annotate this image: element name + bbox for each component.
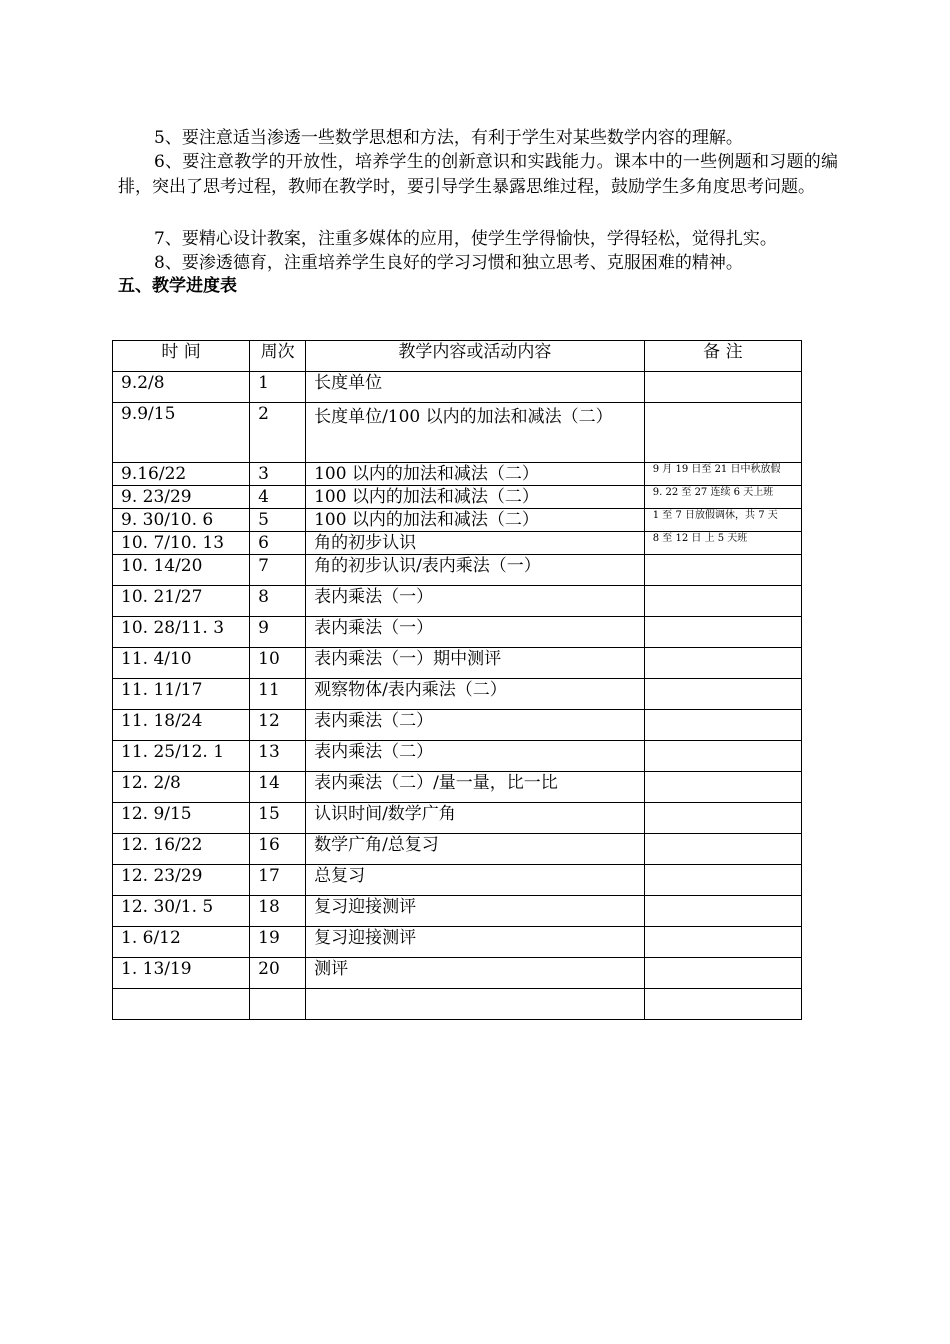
table-row (113, 834, 802, 865)
section-heading: 五、教学进度表 (118, 276, 237, 296)
cell-week (250, 989, 306, 1020)
cell-note (644, 834, 801, 865)
header-time: 时 间 (113, 341, 250, 372)
cell-content: 总复习 (306, 865, 645, 896)
cell-week: 4 (250, 486, 306, 509)
cell-content: 100 以内的加法和减法（二） (306, 486, 645, 509)
table-row (113, 927, 802, 958)
cell-week: 19 (250, 927, 306, 958)
cell-note (644, 555, 801, 586)
cell-time: 12. 30/1. 5 (113, 896, 250, 927)
teaching-schedule-table (112, 340, 802, 1020)
cell-week: 6 (250, 532, 306, 555)
cell-note (644, 803, 801, 834)
cell-week: 1 (250, 372, 306, 403)
table-row (113, 372, 802, 403)
cell-week: 18 (250, 896, 306, 927)
paragraph-7: 7、要精心设计教案，注重多媒体的应用，使学生学得愉快，学得轻松，觉得扎实。 (154, 229, 777, 249)
cell-note (644, 865, 801, 896)
cell-time: 1. 6/12 (113, 927, 250, 958)
cell-content: 观察物体/表内乘法（二） (306, 679, 645, 710)
cell-content: 数学广角/总复习 (306, 834, 645, 865)
cell-note (644, 617, 801, 648)
table-row (113, 958, 802, 989)
cell-time: 12. 23/29 (113, 865, 250, 896)
cell-week: 14 (250, 772, 306, 803)
cell-note: 9. 22 至 27 连续 6 天上班 (644, 486, 801, 509)
cell-note (644, 372, 801, 403)
cell-time: 10. 28/11. 3 (113, 617, 250, 648)
cell-note (644, 989, 801, 1020)
table-row (113, 586, 802, 617)
cell-time: 10. 7/10. 13 (113, 532, 250, 555)
header-week: 周次 (250, 341, 306, 372)
cell-week: 2 (250, 403, 306, 463)
cell-note (644, 710, 801, 741)
cell-time: 9. 23/29 (113, 486, 250, 509)
cell-note: 9 月 19 日至 21 日中秋放假 (644, 463, 801, 486)
header-content: 教学内容或活动内容 (306, 341, 645, 372)
cell-time: 12. 2/8 (113, 772, 250, 803)
table-row (113, 679, 802, 710)
cell-time: 11. 25/12. 1 (113, 741, 250, 772)
cell-content: 表内乘法（一） (306, 586, 645, 617)
cell-content: 复习迎接测评 (306, 896, 645, 927)
table-row (113, 555, 802, 586)
cell-week: 7 (250, 555, 306, 586)
cell-time: 9.2/8 (113, 372, 250, 403)
cell-note (644, 648, 801, 679)
table-row (113, 617, 802, 648)
cell-time: 10. 14/20 (113, 555, 250, 586)
cell-time: 12. 16/22 (113, 834, 250, 865)
cell-time: 10. 21/27 (113, 586, 250, 617)
cell-note (644, 586, 801, 617)
table-row (113, 532, 802, 555)
cell-content: 表内乘法（一） (306, 617, 645, 648)
cell-week: 20 (250, 958, 306, 989)
cell-note: 8 至 12 日 上 5 天班 (644, 532, 801, 555)
cell-week: 15 (250, 803, 306, 834)
table-row (113, 741, 802, 772)
cell-week: 13 (250, 741, 306, 772)
cell-week: 9 (250, 617, 306, 648)
header-note: 备 注 (644, 341, 801, 372)
cell-note (644, 896, 801, 927)
cell-week: 16 (250, 834, 306, 865)
cell-content: 测评 (306, 958, 645, 989)
cell-content: 100 以内的加法和减法（二） (306, 463, 645, 486)
cell-time: 9.9/15 (113, 403, 250, 463)
cell-week: 17 (250, 865, 306, 896)
cell-week: 10 (250, 648, 306, 679)
table-row (113, 803, 802, 834)
cell-time: 9. 30/10. 6 (113, 509, 250, 532)
cell-note: 1 至 7 日放假调休，共 7 天 (644, 509, 801, 532)
cell-time: 9.16/22 (113, 463, 250, 486)
cell-content: 表内乘法（二） (306, 710, 645, 741)
cell-note (644, 927, 801, 958)
table-row (113, 463, 802, 486)
cell-content: 100 以内的加法和减法（二） (306, 509, 645, 532)
paragraph-5: 5、要注意适当渗透一些数学思想和方法，有利于学生对某些数学内容的理解。 (154, 128, 743, 148)
cell-week: 8 (250, 586, 306, 617)
cell-note (644, 958, 801, 989)
table-row (113, 486, 802, 509)
cell-content: 表内乘法（二）/量一量，比一比 (306, 772, 645, 803)
cell-note (644, 679, 801, 710)
cell-time: 12. 9/15 (113, 803, 250, 834)
cell-note (644, 741, 801, 772)
paragraph-8: 8、要渗透德育，注重培养学生良好的学习习惯和独立思考、克服困难的精神。 (154, 253, 743, 273)
cell-content: 长度单位 (306, 372, 645, 403)
cell-content: 长度单位/100 以内的加法和减法（二） (306, 403, 645, 463)
cell-time: 1. 13/19 (113, 958, 250, 989)
cell-week: 3 (250, 463, 306, 486)
table-row (113, 896, 802, 927)
cell-week: 5 (250, 509, 306, 532)
cell-note (644, 772, 801, 803)
cell-content: 复习迎接测评 (306, 927, 645, 958)
cell-week: 11 (250, 679, 306, 710)
table-row (113, 648, 802, 679)
cell-content: 认识时间/数学广角 (306, 803, 645, 834)
cell-week: 12 (250, 710, 306, 741)
table-row (113, 509, 802, 532)
cell-content: 表内乘法（一）期中测评 (306, 648, 645, 679)
cell-note (644, 403, 801, 463)
cell-time: 11. 18/24 (113, 710, 250, 741)
table-row (113, 710, 802, 741)
cell-content: 角的初步认识/表内乘法（一） (306, 555, 645, 586)
table-row (113, 989, 802, 1020)
cell-content: 表内乘法（二） (306, 741, 645, 772)
table-row (113, 403, 802, 463)
cell-time: 11. 4/10 (113, 648, 250, 679)
table-row (113, 865, 802, 896)
cell-content (306, 989, 645, 1020)
table-row (113, 772, 802, 803)
table-header-row (113, 341, 802, 372)
paragraph-6: 6、要注意教学的开放性，培养学生的创新意识和实践能力。课本中的一些例题和习题的编排，突出了思考过程，教师在教学时，要引导学生暴露思维过程，鼓励学生多角度思考问题。 (118, 152, 838, 197)
cell-content: 角的初步认识 (306, 532, 645, 555)
cell-time: 11. 11/17 (113, 679, 250, 710)
cell-time (113, 989, 250, 1020)
